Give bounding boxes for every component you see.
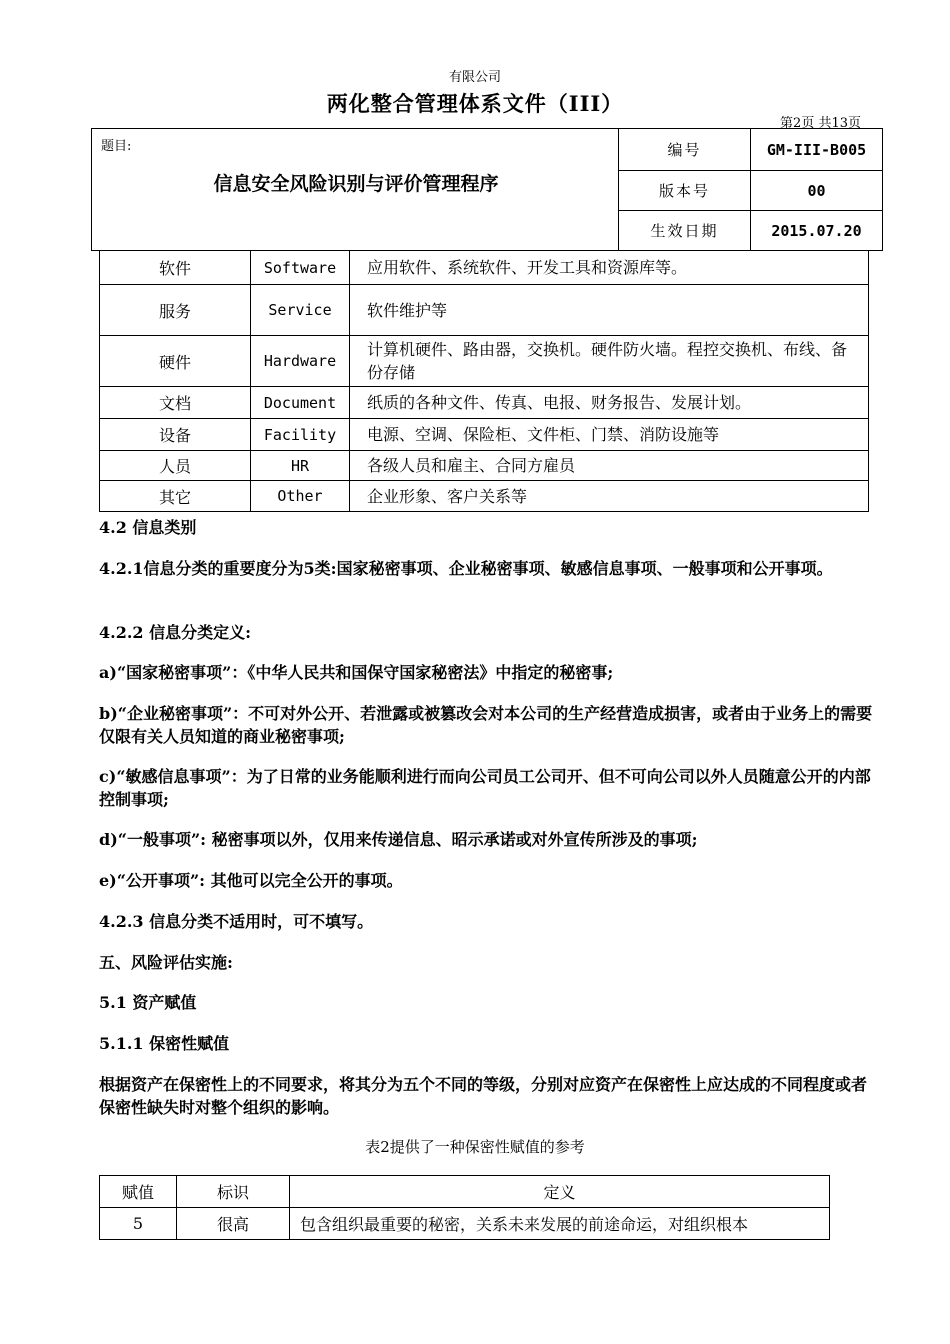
definition-c: c)“敏感信息事项”：为了日常的业务能顺利进行而向公司员工公司开、但不可向公司以外人员随意公开的内部控制事项; [99,767,871,809]
document-title: 信息安全风险识别与评价管理程序 [213,173,499,195]
asset-type-cn: 人员 [100,451,251,481]
confidentiality-valuation-table [99,1175,830,1240]
table-row [100,387,869,419]
column-header: 赋值 [100,1176,177,1208]
meta-key-version: 版本号 [619,171,751,211]
paragraph-4-2-1: 4.2.1信息分类的重要度分为5类:国家秘密事项、企业秘密事项、敏感信息事项、一般事项和公开事项。 [99,559,833,578]
document-header-table [91,128,883,251]
section-heading-5-1-1: 5.1.1 保密性赋值 [99,1034,230,1053]
asset-type-cn: 服务 [100,285,251,336]
valuation-value: 5 [100,1208,177,1240]
definition-b: b)“企业秘密事项”：不可对外公开、若泄露或被篡改会对本公司的生产经营造成损害，或者由于业务上的需要仅限有关人员知道的商业秘密事项; [99,704,873,746]
asset-type-cn: 软件 [100,251,251,285]
paragraph-confidentiality: 根据资产在保密性上的不同要求，将其分为五个不同的等级，分别对应资产在保密性上应达成的不同程度或者保密性缺失时对整个组织的影响。 [99,1075,868,1117]
document-series-title: 两化整合管理体系文件（III） [326,91,624,116]
table-row [100,285,869,336]
asset-type-cn: 设备 [100,419,251,451]
table-row [100,451,869,481]
table-row [100,419,869,451]
paragraph-4-2-3: 4.2.3 信息分类不适用时，可不填写。 [99,912,374,931]
subject-label: 题目: [101,139,132,154]
asset-type-cn: 文档 [100,387,251,419]
table-row [100,251,869,285]
meta-key-number: 编号 [619,129,751,171]
asset-type-en: Service [251,285,350,336]
definition-d: d)“一般事项”: 秘密事项以外，仅用来传递信息、昭示承诺或对外宣传所涉及的事项; [99,830,698,849]
section-heading-5: 五、风险评估实施: [99,953,233,972]
page-number: 第2页 共13页 [780,116,861,131]
section-heading-5-1: 5.1 资产赋值 [99,993,197,1012]
table-row [100,481,869,512]
valuation-definition: 包含组织最重要的秘密，关系未来发展的前途命运，对组织根本 [290,1208,830,1240]
asset-type-en: Software [251,251,350,285]
asset-category-table [99,250,869,512]
asset-type-en: Hardware [251,336,350,387]
subject-cell [92,129,619,251]
asset-type-en: Facility [251,419,350,451]
paragraph-4-2-2: 4.2.2 信息分类定义: [99,623,252,642]
asset-description: 企业形象、客户关系等 [350,481,869,512]
table-header-row [100,1176,830,1208]
section-heading-4-2: 4.2 信息类别 [99,518,197,537]
table-caption: 表2提供了一种保密性赋值的参考 [365,1138,585,1156]
asset-type-en: HR [251,451,350,481]
meta-value-effective-date: 2015.07.20 [751,211,883,251]
asset-type-en: Other [251,481,350,512]
asset-description: 计算机硬件、路由器，交换机。硬件防火墙。程控交换机、布线、备份存储 [350,336,869,387]
table-row [100,336,869,387]
asset-description: 电源、空调、保险柜、文件柜、门禁、消防设施等 [350,419,869,451]
asset-description: 软件维护等 [350,285,869,336]
meta-value-version: 00 [751,171,883,211]
meta-key-effective-date: 生效日期 [619,211,751,251]
company-name: 有限公司 [448,70,501,85]
asset-description: 纸质的各种文件、传真、电报、财务报告、发展计划。 [350,387,869,419]
column-header: 定义 [290,1176,830,1208]
column-header: 标识 [177,1176,290,1208]
asset-type-cn: 其它 [100,481,251,512]
asset-type-cn: 硬件 [100,336,251,387]
asset-type-en: Document [251,387,350,419]
definition-a: a)“国家秘密事项”：《中华人民共和国保守国家秘密法》中指定的秘密事; [99,663,614,682]
valuation-label: 很高 [177,1208,290,1240]
table-row [100,1208,830,1240]
meta-value-number: GM-III-B005 [751,129,883,171]
asset-description: 应用软件、系统软件、开发工具和资源库等。 [350,251,869,285]
definition-e: e)“公开事项”: 其他可以完全公开的事项。 [99,871,403,890]
asset-description: 各级人员和雇主、合同方雇员 [350,451,869,481]
